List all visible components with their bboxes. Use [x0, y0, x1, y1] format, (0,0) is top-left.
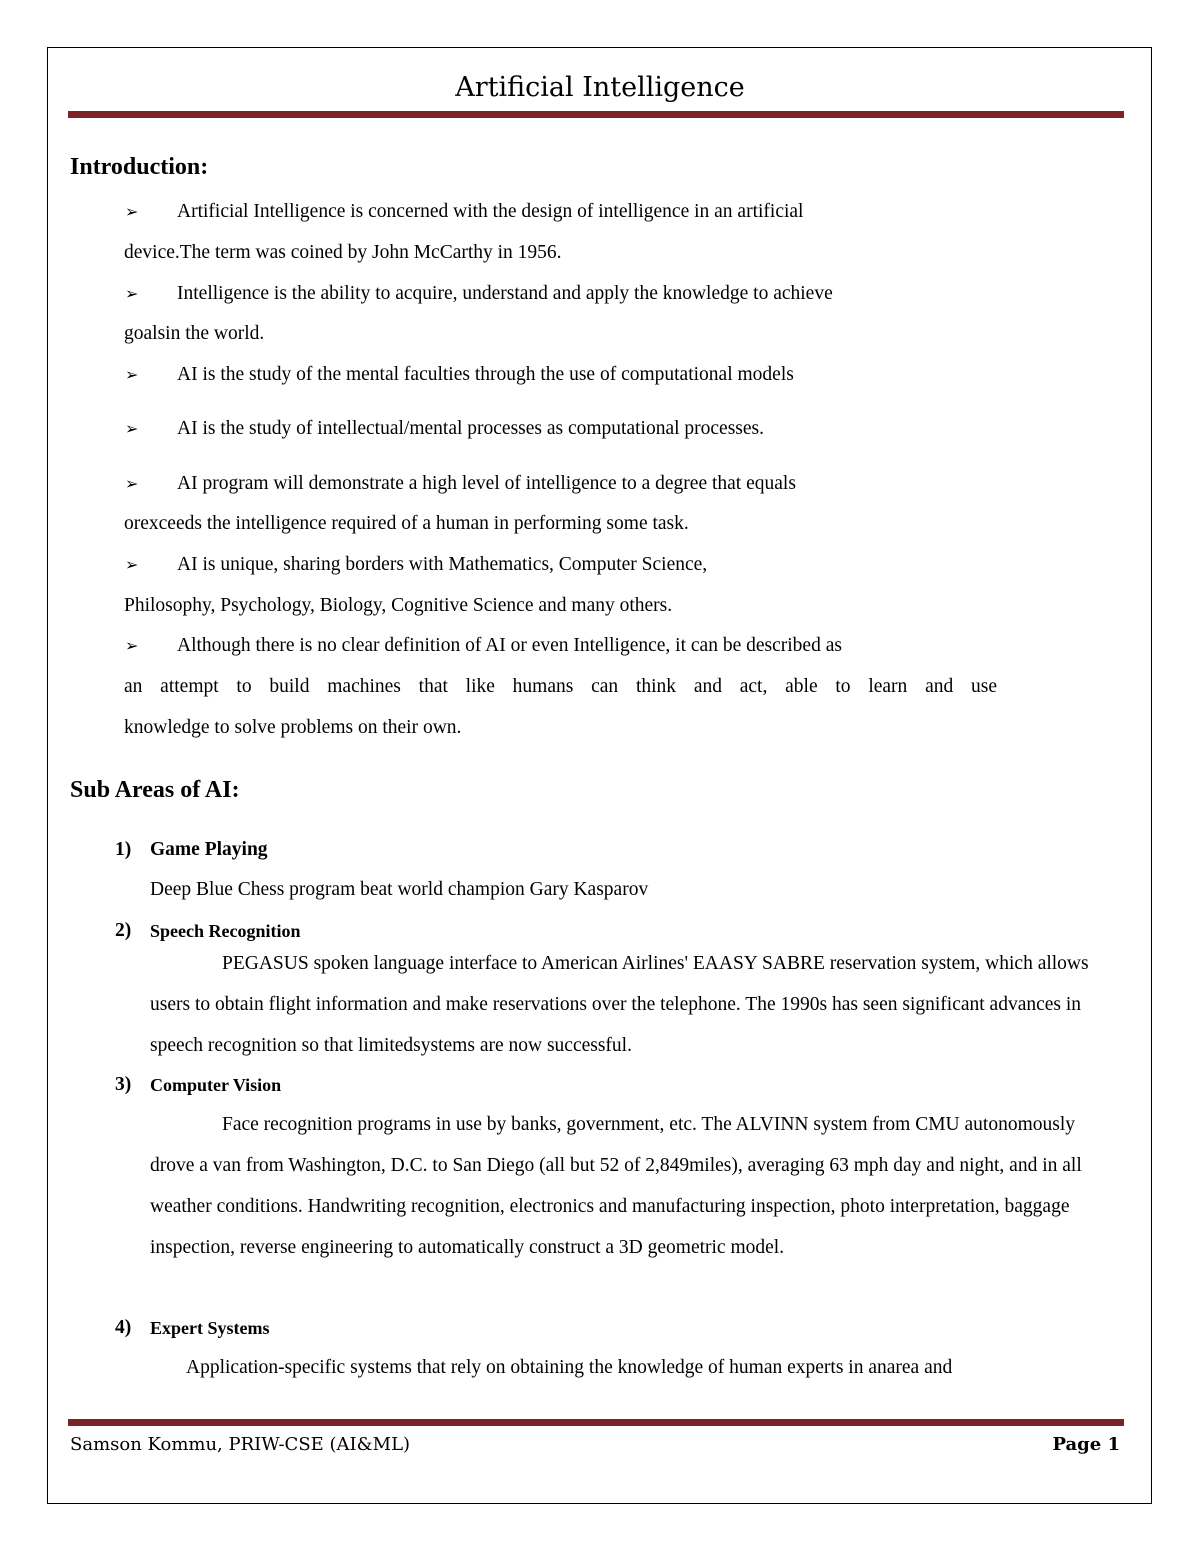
footer-page-number: Page 1 [1052, 1434, 1120, 1455]
intro-bullet-6-cont: Philosophy, Psychology, Biology, Cognitive Science and many others. [124, 595, 673, 616]
intro-bullet-2-cont: goalsin the world. [124, 323, 265, 344]
intro-bullet-2: ➢ Intelligence is the ability to acquire, understand and apply the knowledge to achieve [125, 283, 833, 304]
page-border [47, 47, 1152, 1504]
page-title: Artificial Intelligence [455, 72, 745, 103]
item-text-speech-recognition: PEGASUS spoken language interface to American Airlines' EAASY SABRE reservation system, which allows users to obtain flight information and make reservations over the telephone. The 1990s has seen significant advances in speech recognition so that limitedsystems are now successful. [150, 953, 1089, 1056]
item-number: 4) [115, 1317, 132, 1338]
item-title-expert-systems: Expert Systems [150, 1318, 270, 1338]
intro-bullet-7-cont: an attempt to build machines that like humans can think and act, able to learn and use [124, 676, 997, 697]
footer-rule [68, 1419, 1124, 1426]
arrow-bullet-icon: ➢ [125, 284, 139, 303]
item-text-expert-systems: Application-specific systems that rely on obtaining the knowledge of human experts in anarea and [186, 1357, 953, 1378]
intro-bullet-1-cont: device.The term was coined by John McCarthy in 1956. [124, 242, 562, 263]
introduction-heading: Introduction: [70, 154, 209, 180]
intro-bullet-1: ➢ Artificial Intelligence is concerned with the design of intelligence in an artificial [125, 201, 804, 222]
item-text-computer-vision: Face recognition programs in use by banks, government, etc. The ALVINN system from CMU autonomously drove a van from Washington, D.C. to San Diego (all but 52 of 2,849miles), averaging 63 mph day and night, and in all weather conditions. Handwriting recognition, electronics and manufacturing inspection, photo interpretation, baggage inspection, reverse engineering to automatically construct a 3D geometric model. [150, 1114, 1082, 1258]
intro-bullet-6: ➢ AI is unique, sharing borders with Mathematics, Computer Science, [125, 554, 708, 575]
arrow-bullet-icon: ➢ [125, 365, 139, 384]
item-text-game-playing: Deep Blue Chess program beat world champion Gary Kasparov [150, 879, 649, 900]
intro-bullet-7-cont2: knowledge to solve problems on their own. [124, 717, 462, 738]
item-title-speech-recognition: Speech Recognition [150, 921, 301, 941]
arrow-bullet-icon: ➢ [125, 419, 139, 438]
intro-bullet-5: ➢ AI program will demonstrate a high level of intelligence to a degree that equals [125, 473, 796, 494]
item-number: 1) [115, 839, 132, 860]
header-rule [68, 111, 1124, 118]
intro-bullet-4: ➢ AI is the study of intellectual/mental processes as computational processes. [125, 418, 765, 439]
footer-author: Samson Kommu, PRIW-CSE (AI&ML) [70, 1434, 411, 1455]
intro-bullet-7: ➢ Although there is no clear definition of AI or even Intelligence, it can be described as [125, 635, 842, 656]
sub-areas-heading: Sub Areas of AI: [70, 777, 240, 803]
intro-bullet-3: ➢ AI is the study of the mental faculties through the use of computational models [125, 364, 794, 385]
item-title-game-playing: Game Playing [150, 839, 268, 860]
arrow-bullet-icon: ➢ [125, 202, 139, 221]
intro-bullet-5-cont: orexceeds the intelligence required of a human in performing some task. [124, 513, 689, 534]
item-number: 2) [115, 920, 132, 941]
arrow-bullet-icon: ➢ [125, 555, 139, 574]
arrow-bullet-icon: ➢ [125, 636, 139, 655]
arrow-bullet-icon: ➢ [125, 474, 139, 493]
item-number: 3) [115, 1074, 132, 1095]
item-title-computer-vision: Computer Vision [150, 1075, 282, 1095]
